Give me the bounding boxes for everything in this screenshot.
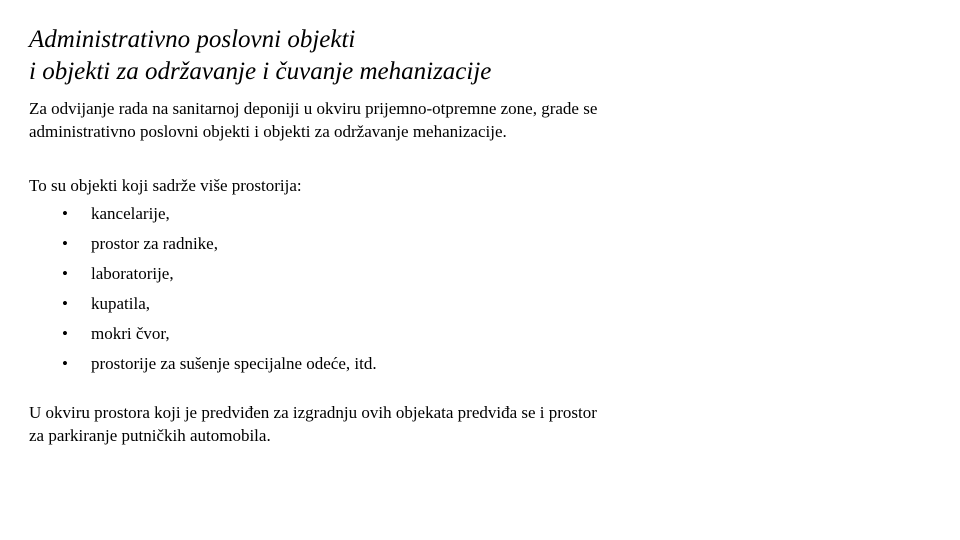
- list-item-label: kupatila,: [91, 294, 151, 313]
- list-item: [29, 229, 729, 259]
- list-item: [29, 289, 729, 319]
- paragraph-parking: [29, 401, 729, 447]
- list-intro: To su objekti koji sadrže više prostorija:: [29, 176, 302, 195]
- spacer: [29, 143, 729, 166]
- bullet-icon: •: [62, 354, 68, 373]
- list-item: [29, 199, 729, 229]
- paragraph-line: administrativno poslovni objekti i objekti za održavanje mehanizacije.: [29, 122, 507, 141]
- list-item-label: prostor za radnike,: [91, 234, 218, 253]
- bullet-icon: •: [62, 204, 68, 223]
- paragraph-line: za parkiranje putničkih automobila.: [29, 426, 271, 445]
- list-item: [29, 349, 729, 379]
- slide-body: [29, 97, 729, 447]
- list-item-label: prostorije za sušenje specijalne odeće, itd.: [91, 354, 377, 373]
- paragraph-line: U okviru prostora koji je predviđen za izgradnju ovih objekata predviđa se i prostor: [29, 403, 597, 422]
- rooms-list: [29, 199, 729, 379]
- paragraph-intro: [29, 97, 729, 143]
- list-item-label: laboratorije,: [91, 264, 174, 283]
- list-item-label: mokri čvor,: [91, 324, 170, 343]
- slide-title: [29, 24, 929, 88]
- list-item: [29, 259, 729, 289]
- list-item: [29, 319, 729, 349]
- list-item-label: kancelarije,: [91, 204, 170, 223]
- bullet-icon: •: [62, 324, 68, 343]
- spacer: [29, 379, 729, 401]
- paragraph-line: Za odvijanje rada na sanitarnoj deponiji u okviru prijemno-otpremne zone, grade se: [29, 99, 598, 118]
- bullet-icon: •: [62, 294, 68, 313]
- title-line-1: Administrativno poslovni objekti: [29, 26, 356, 53]
- title-line-2: i objekti za održavanje i čuvanje mehanizacije: [29, 58, 492, 85]
- bullet-icon: •: [62, 234, 68, 253]
- bullet-icon: •: [62, 264, 68, 283]
